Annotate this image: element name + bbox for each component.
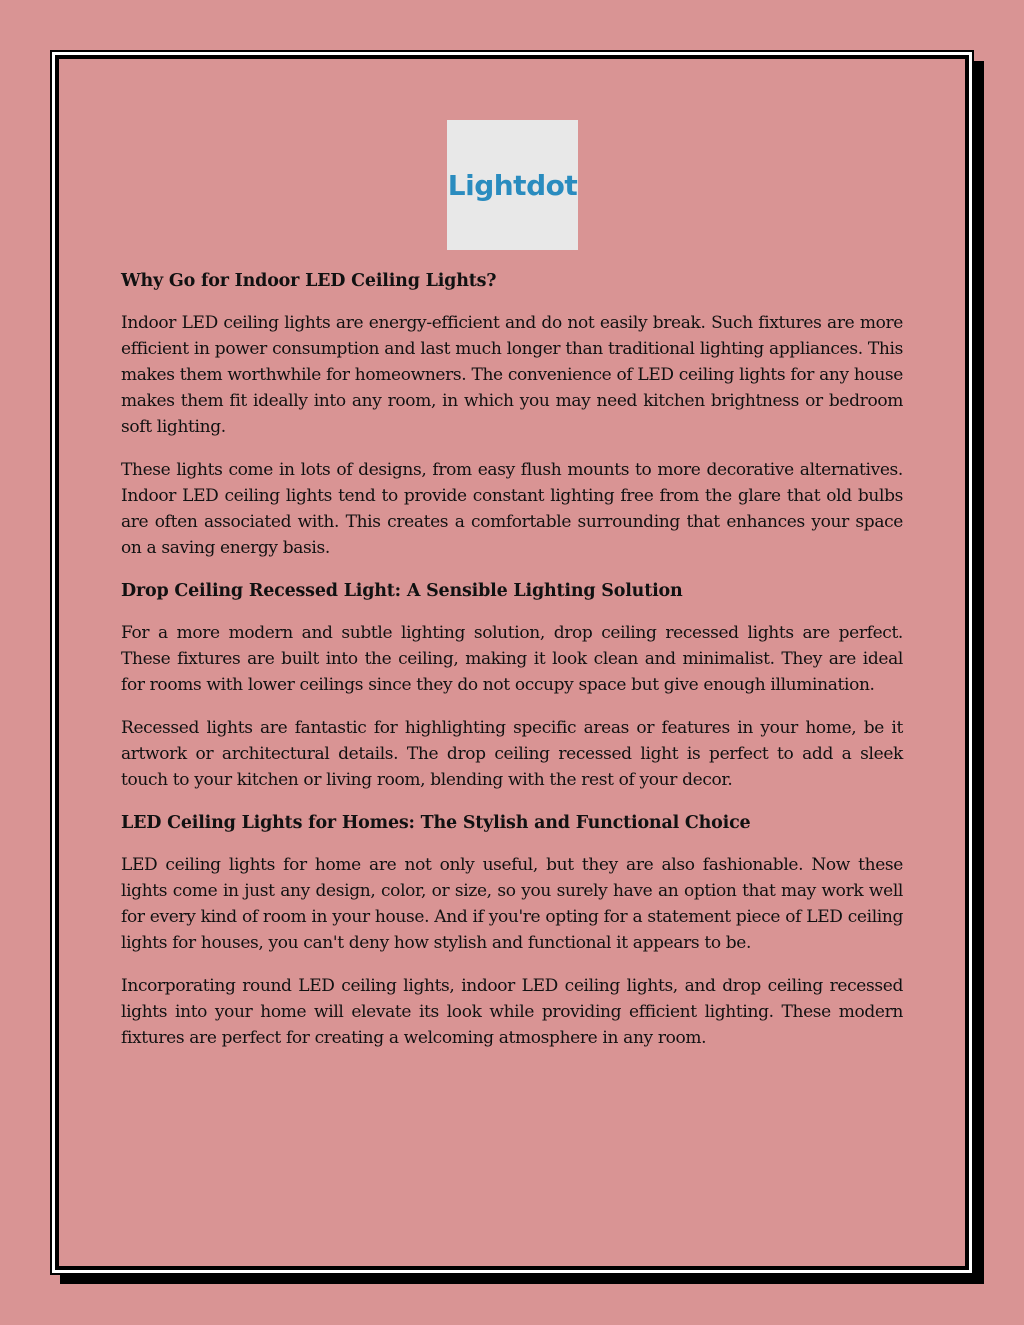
section-heading: LED Ceiling Lights for Homes: The Stylish and Functional Choice (121, 813, 751, 833)
paragraph: For a more modern and subtle lighting solution, drop ceiling recessed lights are perfect. These fixtures are built into the ceiling, making it look clean and minimalist. They are ideal for rooms with lower ceilings since they do not occupy space but give enough illumination. (121, 623, 903, 695)
section-drop-ceiling (121, 578, 903, 793)
paragraph: Indoor LED ceiling lights are energy-efficient and do not easily break. Such fixtures are more efficient in power consumption and last much longer than traditional lighting appliances. This makes them worthwhile for homeowners. The convenience of LED ceiling lights for any house makes them fit ideally into any room, in which you may need kitchen brightness or bedroom soft lighting. (121, 313, 903, 437)
paragraph: Incorporating round LED ceiling lights, indoor LED ceiling lights, and drop ceiling recessed lights into your home will elevate its look while providing efficient lighting. These modern fixtures are perfect for creating a welcoming atmosphere in any room. (121, 976, 903, 1048)
section-heading: Drop Ceiling Recessed Light: A Sensible Lighting Solution (121, 581, 683, 601)
paragraph: LED ceiling lights for home are not only useful, but they are also fashionable. Now these lights come in just any design, color, or size, so you surely have an option that may work well for every kind of room in your house. And if you're opting for a statement piece of LED ceiling lights for houses, you can't deny how stylish and functional it appears to be. (121, 855, 903, 953)
article-content (121, 268, 903, 1068)
lightdot-logo (447, 120, 578, 250)
paragraph: Recessed lights are fantastic for highlighting specific areas or features in your home, be it artwork or architectural details. The drop ceiling recessed light is perfect to add a sleek touch to your kitchen or living room, blending with the rest of your decor. (121, 718, 903, 790)
section-led-homes (121, 810, 903, 1051)
section-heading: Why Go for Indoor LED Ceiling Lights? (121, 271, 497, 291)
paragraph: These lights come in lots of designs, from easy flush mounts to more decorative alternatives. Indoor LED ceiling lights tend to provide constant lighting free from the glare that old bulbs are often associated with. This creates a comfortable surrounding that enhances your space on a saving energy basis. (121, 460, 903, 558)
section-indoor-led (121, 268, 903, 561)
logo-text: Lightdot (447, 168, 578, 202)
